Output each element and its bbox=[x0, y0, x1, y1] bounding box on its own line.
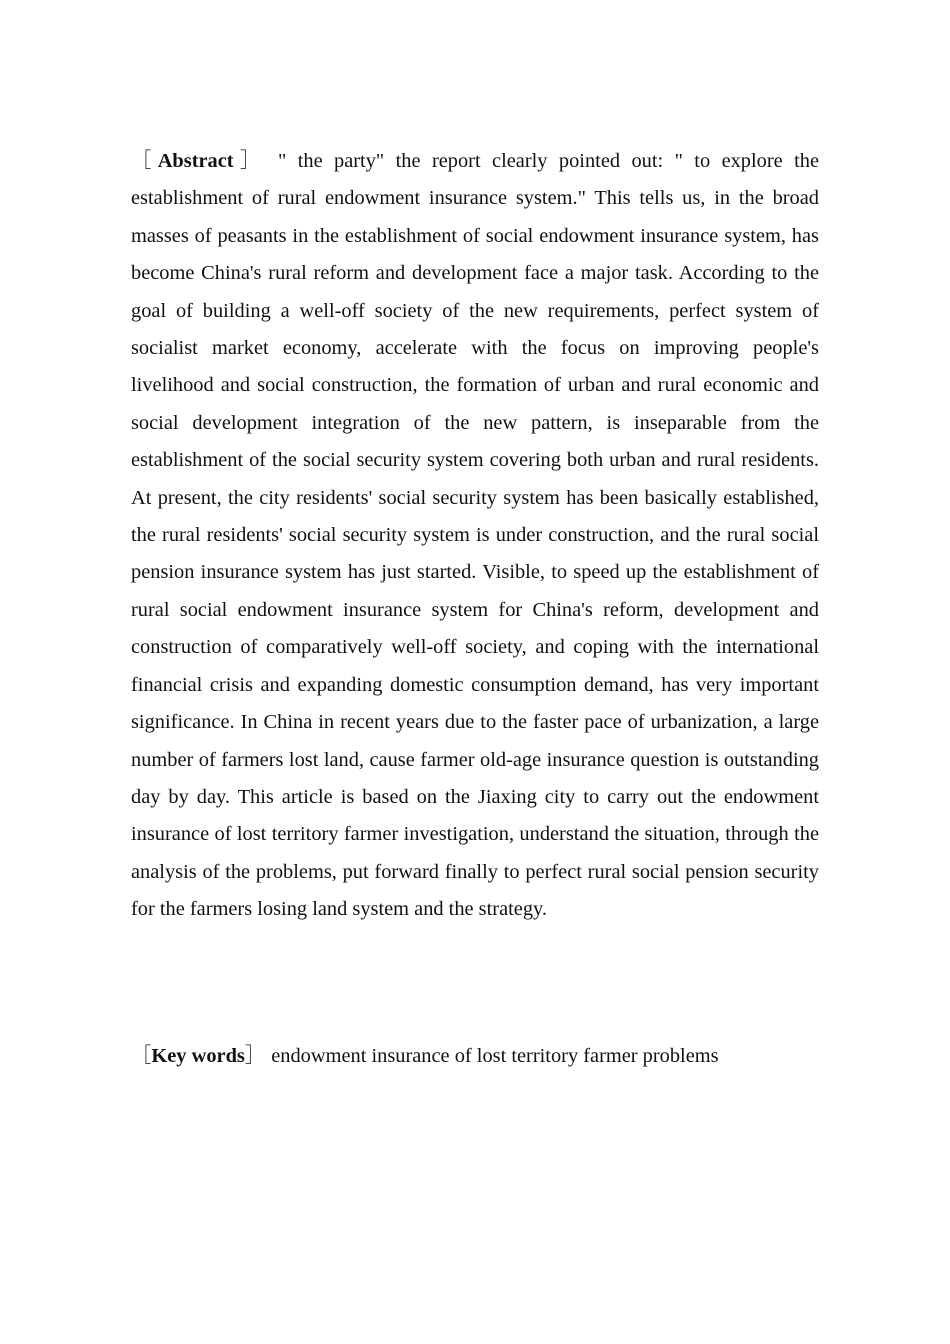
keywords-close-bracket: ］ bbox=[244, 1045, 266, 1067]
keywords-line bbox=[131, 1038, 851, 1075]
abstract-open-bracket: ［ bbox=[131, 150, 158, 172]
keywords-label: Key words bbox=[151, 1045, 245, 1067]
abstract-close-bracket: ］ bbox=[233, 150, 267, 172]
abstract-text: " the party" the report clearly pointed out: " to explore the establishment of rural endowment insurance system." This tells us, in the broad masses of peasants in the establishment of social endowment insurance system, has become China's rural reform and development face a major task. According to the goal of building a well-off society of the new requirements, perfect system of socialist market economy, accelerate with the focus on improving people's livelihood and social construction, the formation of urban and rural economic and social development integration of the new pattern, is inseparable from the establishment of the social security system covering both urban and rural residents. At present, the city residents' social security system has been basically established, the rural residents' social security system is under construction, and the rural social pension insurance system has just started. Visible, to speed up the establishment of rural social endowment insurance system for China's reform, development and construction of comparatively well-off society, and coping with the international financial crisis and expanding domestic consumption demand, has very important significance. In China in recent years due to the faster pace of urbanization, a large number of farmers lost land, cause farmer old-age insurance question is outstanding day by day. This article is based on the Jiaxing city to carry out the endowment insurance of lost territory farmer investigation, understand the situation, through the analysis of the problems, put forward finally to perfect rural social pension security for the farmers losing land system and the strategy. bbox=[131, 150, 820, 921]
keywords-text: endowment insurance of lost territory farmer problems bbox=[271, 1045, 719, 1067]
abstract-paragraph bbox=[131, 143, 819, 929]
abstract-label: Abstract bbox=[157, 150, 234, 172]
keywords-open-bracket: ［ bbox=[131, 1045, 152, 1067]
